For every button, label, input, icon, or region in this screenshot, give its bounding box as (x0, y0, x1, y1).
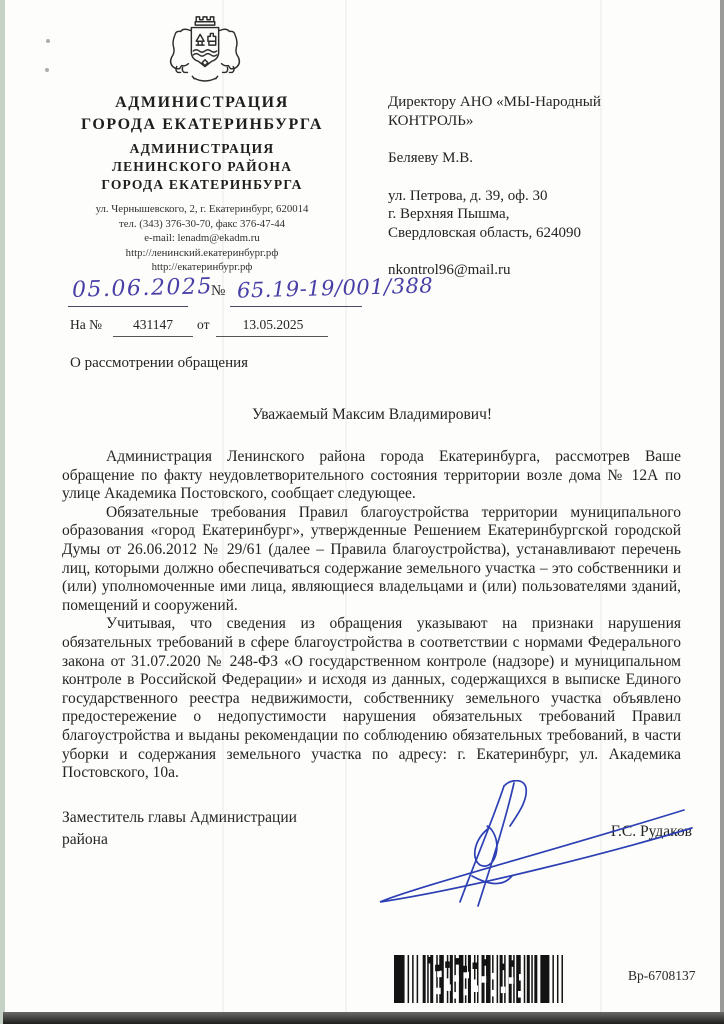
spacer (388, 130, 698, 149)
number-underline (230, 306, 362, 307)
spacer (388, 168, 698, 187)
signer-title-line1: Заместитель главы Администрации (62, 809, 297, 826)
recipient-address-line2: г. Верхняя Пышма, (388, 206, 510, 222)
barcode (394, 954, 566, 1004)
in-reply-date: 13.05.2025 (242, 317, 304, 332)
letter-body (62, 448, 681, 783)
scan-speck (46, 39, 50, 43)
scan-edge-left (0, 0, 5, 1024)
org-city-line1: АДМИНИСТРАЦИЯ (115, 94, 289, 111)
recipient-block (388, 93, 698, 280)
subject-line: О рассмотрении обращения (70, 355, 249, 371)
signer-title-line2: района (62, 830, 108, 848)
greeting-line: Уважаемый Максим Владимирович! (251, 406, 493, 423)
recipient-person: Беляеву М.В. (388, 150, 473, 166)
body-paragraph: Администрация Ленинского района города Екатеринбурга, рассмотрев Ваше обращение по факту неудовлетворительного состояния территории возле дома № 12А по улице Академика Постовского, сообщает следующее. (62, 448, 681, 503)
org-address: ул. Чернышевского, 2, г. Екатеринбург, 620014 (95, 203, 309, 215)
org-city-line2: ГОРОДА ЕКАТЕРИНБУРГА (80, 116, 324, 133)
from-label: от (197, 317, 210, 332)
org-city-name (38, 92, 366, 136)
org-district-line2: ЛЕНИНСКОГО РАЙОНА (111, 159, 293, 174)
in-reply-number-underline (113, 336, 193, 337)
date-underline (68, 306, 188, 307)
org-district-line1: АДМИНИСТРАЦИЯ (129, 141, 275, 156)
org-email: e-mail: lenadm@ekadm.ru (144, 232, 260, 245)
signature-scribble (352, 780, 702, 908)
recipient-org-line1: Директору АНО «МЫ-Народный (388, 94, 601, 110)
scan-edge-right (720, 0, 724, 1024)
in-reply-date-underline (216, 336, 328, 337)
org-site-district: http://ленинский.екатеринбург.рф (125, 246, 279, 259)
org-contacts (38, 202, 366, 275)
org-site-city: http://екатеринбург.рф (151, 261, 253, 274)
recipient-email: nkontrol96@mail.ru (388, 262, 511, 278)
in-reply-number: 431147 (133, 317, 173, 332)
spacer (388, 242, 698, 261)
recipient-address-line1: ул. Петрова, д. 39, оф. 30 (388, 187, 548, 204)
barcode-label: Вр-6708137 (628, 968, 696, 983)
org-phone: тел. (343) 376-30-70, факс 376-47-44 (119, 217, 285, 230)
handwritten-date: 05.06.2025 (71, 274, 214, 303)
body-paragraph: Учитывая, что сведения из обращения указывают на признаки нарушения обязательных требований в сфере благоустройства в соответствии с нормами Федерального закона от 31.07.2020 № 248-ФЗ «О государственном контроле (надзоре) и муниципальном контроле в Российской Федерации» и исходя из данных, содержащихся в выписке Единого государственного реестра недвижимости, собственнику земельного участка объявлено предостережение о недопустимости нарушения обязательных требований Правил благоустройства и выданы рекомендации по соблюдению обязательных требований, в части уборки и содержания земельного участка по адресу: г. Екатеринбург, ул. Академика Постовского, 10а. (62, 615, 681, 782)
signer-name: Г.С. Рудаков (610, 823, 692, 840)
org-district-name (38, 140, 366, 194)
recipient-org-line2: КОНТРОЛЬ» (388, 112, 474, 129)
org-district-line3: ГОРОДА ЕКАТЕРИНБУРГА (101, 177, 303, 192)
handwritten-outgoing-number: 65.19-19/001/388 (236, 273, 434, 303)
recipient-address-line3: Свердловская область, 624090 (388, 224, 582, 241)
in-reply-label: На № (70, 317, 102, 332)
scan-speck (45, 68, 49, 72)
body-paragraph: Обязательные требования Правил благоустройства территории муниципального образования «город Екатеринбург», утвержденные Решением Екатеринбургской городской Думы от 26.06.2012 № 29/61 (далее – Правила благоустройства), устанавливают перечень лиц, которыми должно обеспечиваться содержание земельного участка – это собственники и (или) уполномоченные ими лица, являющиеся владельцами и (или) пользователями зданий, помещений и сооружений. (62, 503, 681, 614)
number-sign: № (211, 283, 226, 299)
coat-of-arms-icon (166, 11, 244, 89)
scan-edge-bottom (3, 1012, 724, 1024)
